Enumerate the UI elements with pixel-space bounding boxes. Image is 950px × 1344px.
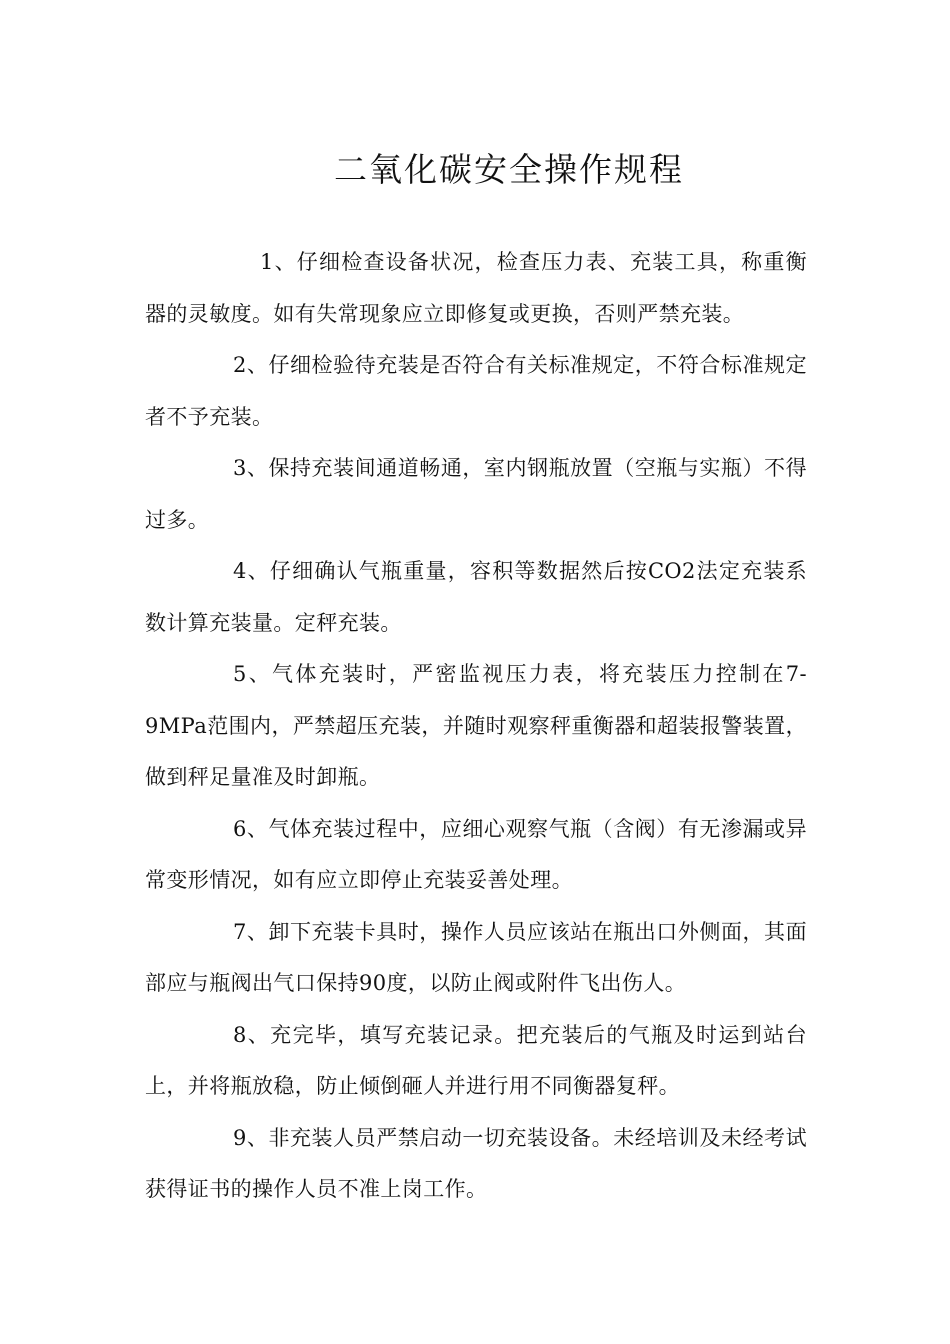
rule-paragraph-9: 9、非充装人员严禁启动一切充装设备。未经培训及未经考试获得证书的操作人员不准上岗工作。 bbox=[145, 1125, 807, 1201]
rule-paragraph-8: 8、充完毕，填写充装记录。把充装后的气瓶及时运到站台上，并将瓶放稳，防止倾倒砸人并进行用不同衡器复秤。 bbox=[145, 1022, 807, 1098]
rule-paragraph-5: 5、气体充装时，严密监视压力表，将充装压力控制在7-9MPa范围内，严禁超压充装，并随时观察秤重衡器和超装报警装置，做到秤足量准及时卸瓶。 bbox=[145, 662, 807, 789]
document-title: 二氧化碳安全操作规程 bbox=[334, 150, 684, 190]
rule-paragraph-6: 6、气体充装过程中，应细心观察气瓶（含阀）有无渗漏或异常变形情况，如有应立即停止充装妥善处理。 bbox=[145, 816, 807, 892]
rule-paragraph-4: 4、仔细确认气瓶重量，容积等数据然后按CO2法定充装系数计算充装量。定秤充装。 bbox=[145, 559, 807, 635]
rule-paragraph-2: 2、仔细检验待充装是否符合有关标准规定，不符合标准规定者不予充装。 bbox=[145, 353, 807, 429]
rule-paragraph-1: 1、仔细检查设备状况，检查压力表、充装工具，称重衡器的灵敏度。如有失常现象应立即修复或更换，否则严禁充装。 bbox=[145, 250, 807, 326]
rule-paragraph-7: 7、卸下充装卡具时，操作人员应该站在瓶出口外侧面，其面部应与瓶阀出气口保持90度，以防止阀或附件飞出伤人。 bbox=[145, 919, 807, 995]
rule-paragraph-3: 3、保持充装间通道畅通，室内钢瓶放置（空瓶与实瓶）不得过多。 bbox=[145, 456, 807, 532]
document-body bbox=[145, 237, 807, 1216]
